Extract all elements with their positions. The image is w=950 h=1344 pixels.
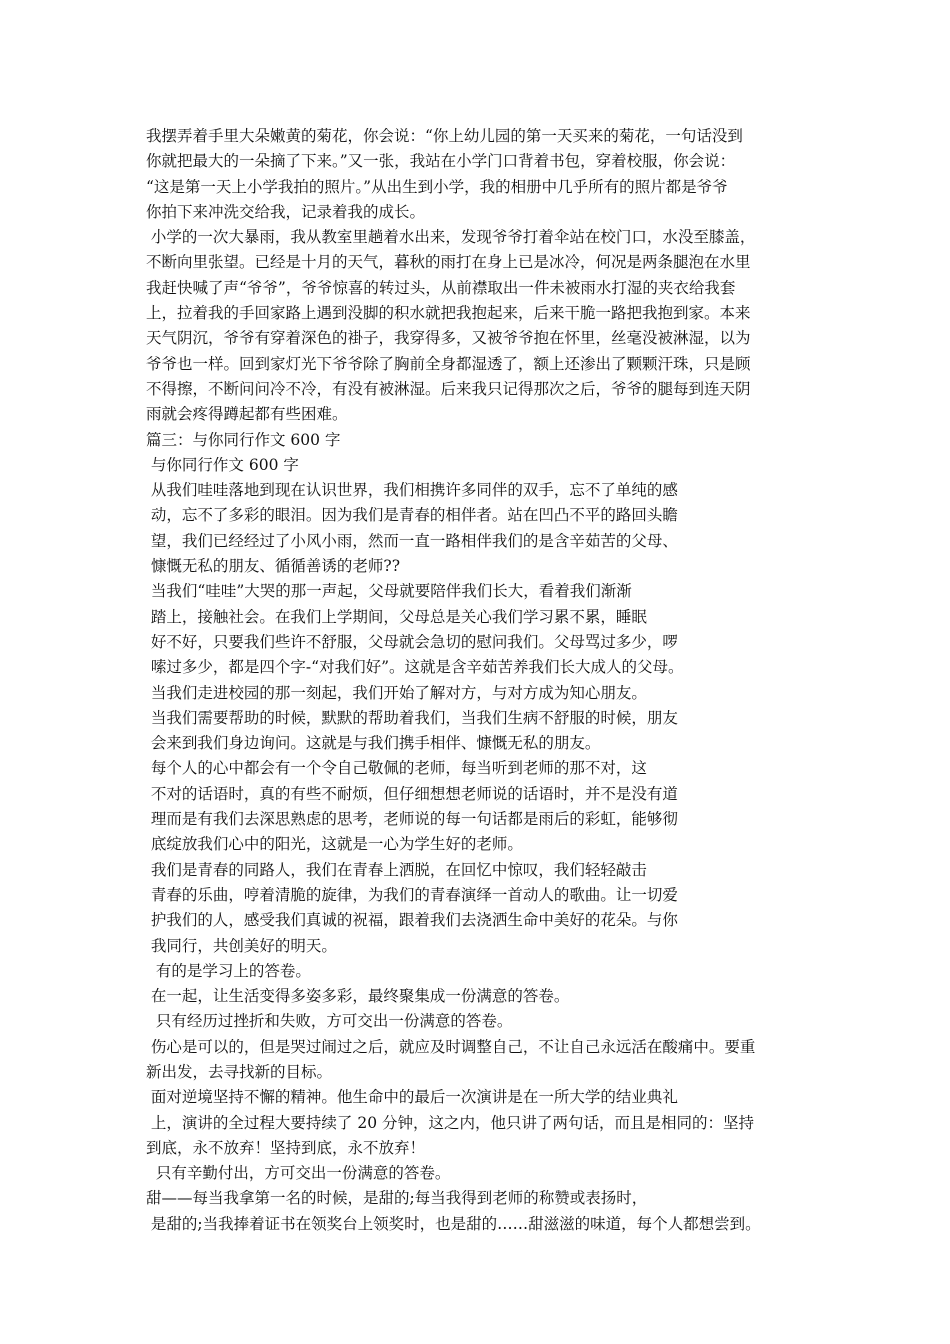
text-line: 上，演讲的全过程大要持续了 20 分钟，这之内，他只讲了两句话，而且是相同的：坚持 <box>146 1113 755 1132</box>
text-line: 会来到我们身边询问。这就是与我们携手相伴、慷慨无私的朋友。 <box>146 734 601 753</box>
text-line: 我们是青春的同路人，我们在青春上洒脱，在回忆中惊叹，我们轻轻敲击 <box>146 860 647 879</box>
text-line: 慷慨无私的朋友、循循善诱的老师?? <box>146 557 401 576</box>
text-line: 只有辛勤付出，方可交出一份满意的答卷。 <box>146 1164 451 1183</box>
text-line: 篇三：与你同行作文 600 字 <box>146 430 341 449</box>
text-line: 小学的一次大暴雨，我从教室里趟着水出来，发现爷爷打着伞站在校门口，水没至膝盖， <box>146 228 756 247</box>
text-line: 你拍下来冲洗交给我，记录着我的成长。 <box>146 202 426 221</box>
text-line: 只有经历过挫折和失败，方可交出一份满意的答卷。 <box>146 1012 513 1031</box>
text-line: 每个人的心中都会有一个令自己敬佩的老师，每当听到老师的那不对，这 <box>146 759 647 778</box>
text-line: 到底，永不放弃！坚持到底，永不放弃！ <box>146 1138 426 1157</box>
text-line: “这是第一天上小学我拍的照片。”从出生到小学，我的相册中几乎所有的照片都是爷爷 <box>146 177 728 196</box>
text-line: 望，我们已经经过了小风小雨，然而一直一路相伴我们的是含辛茹苦的父母、 <box>146 531 678 550</box>
essay-text <box>146 124 816 1237</box>
text-line: 爷爷也一样。回到家灯光下爷爷除了胸前全身都湿透了，额上还渗出了颗颗汗珠，只是顾 <box>146 354 751 373</box>
text-line: 在一起，让生活变得多姿多彩，最终聚集成一份满意的答卷。 <box>146 987 570 1006</box>
text-line: 动，忘不了多彩的眼泪。因为我们是青春的相伴者。站在凹凸不平的路回头瞻 <box>146 506 678 525</box>
text-line: 不断向里张望。已经是十月的天气，暮秋的雨打在身上已是冰冷，何况是两条腿泡在水里 <box>146 253 751 272</box>
text-line: 伤心是可以的，但是哭过闹过之后，就应及时调整自己，不让自己永远活在酸痛中。要重 <box>146 1037 756 1056</box>
text-line: 与你同行作文 600 字 <box>146 455 299 474</box>
text-line: 天气阴沉，爷爷有穿着深色的褂子，我穿得多，又被爷爷抱在怀里，丝毫没被淋湿，以为 <box>146 329 751 348</box>
text-line: 我摆弄着手里大朵嫩黄的菊花，你会说：“你上幼儿园的第一天买来的菊花，一句话没到 <box>146 127 743 145</box>
text-line: 不对的话语时，真的有些不耐烦，但仔细想想老师说的话语时，并不是没有道 <box>146 784 678 803</box>
text-line: 踏上，接触社会。在我们上学期间，父母总是关心我们学习累不累，睡眠 <box>146 607 647 626</box>
text-line: 底绽放我们心中的阳光，这就是一心为学生好的老师。 <box>146 835 523 854</box>
text-line: 当我们需要帮助的时候，默默的帮助着我们，当我们生病不舒服的时候，朋友 <box>146 708 678 727</box>
text-line: 当我们走进校园的那一刻起，我们开始了解对方，与对方成为知心朋友。 <box>146 683 647 702</box>
text-line: 好不好，只要我们些许不舒服，父母就会急切的慰问我们。父母骂过多少，啰 <box>146 632 678 651</box>
text-line: 雨就会疼得蹲起都有些困难。 <box>146 405 348 424</box>
text-line: 上，拉着我的手回家路上遇到没脚的积水就把我抱起来，后来干脆一路把我抱到家。本来 <box>146 304 751 323</box>
text-line: 当我们“哇哇”大哭的那一声起，父母就要陪伴我们长大，看着我们渐渐 <box>146 582 632 601</box>
text-line: 甜——每当我拿第一名的时候，是甜的;每当我得到老师的称赞或表扬时， <box>146 1189 648 1208</box>
text-line: 理而是有我们去深思熟虑的思考，老师说的每一句话都是雨后的彩虹，能够彻 <box>146 810 678 829</box>
text-line: 护我们的人，感受我们真诚的祝福，跟着我们去浇洒生命中美好的花朵。与你 <box>146 911 678 930</box>
text-line: 是甜的;当我捧着证书在领奖台上领奖时，也是甜的……甜滋滋的味道，每个人都想尝到。 <box>146 1214 761 1233</box>
text-line: 面对逆境坚持不懈的精神。他生命中的最后一次演讲是在一所大学的结业典礼 <box>146 1088 678 1107</box>
text-line: 新出发，去寻找新的目标。 <box>146 1062 333 1081</box>
text-line: 有的是学习上的答卷。 <box>146 961 311 980</box>
text-line: 从我们哇哇落地到现在认识世界，我们相携许多同伴的双手，忘不了单纯的感 <box>146 481 678 500</box>
text-line: 不得擦，不断问问冷不冷，有没有被淋湿。后来我只记得那次之后，爷爷的腿每到连天阴 <box>146 379 751 398</box>
text-line: 青春的乐曲，哼着清脆的旋律，为我们的青春演绎一首动人的歌曲。让一切爱 <box>146 885 678 904</box>
text-line: 你就把最大的一朵摘了下来。”又一张，我站在小学门口背着书包，穿着校服，你会说： <box>146 152 736 171</box>
text-line: 我赶快喊了声“爷爷”，爷爷惊喜的转过头，从前襟取出一件未被雨水打湿的夹衣给我套 <box>146 278 736 297</box>
text-line: 嗦过多少，都是四个字-“对我们好”。这就是含辛茹苦养我们长大成人的父母。 <box>146 658 684 677</box>
text-line: 我同行，共创美好的明天。 <box>146 936 337 955</box>
